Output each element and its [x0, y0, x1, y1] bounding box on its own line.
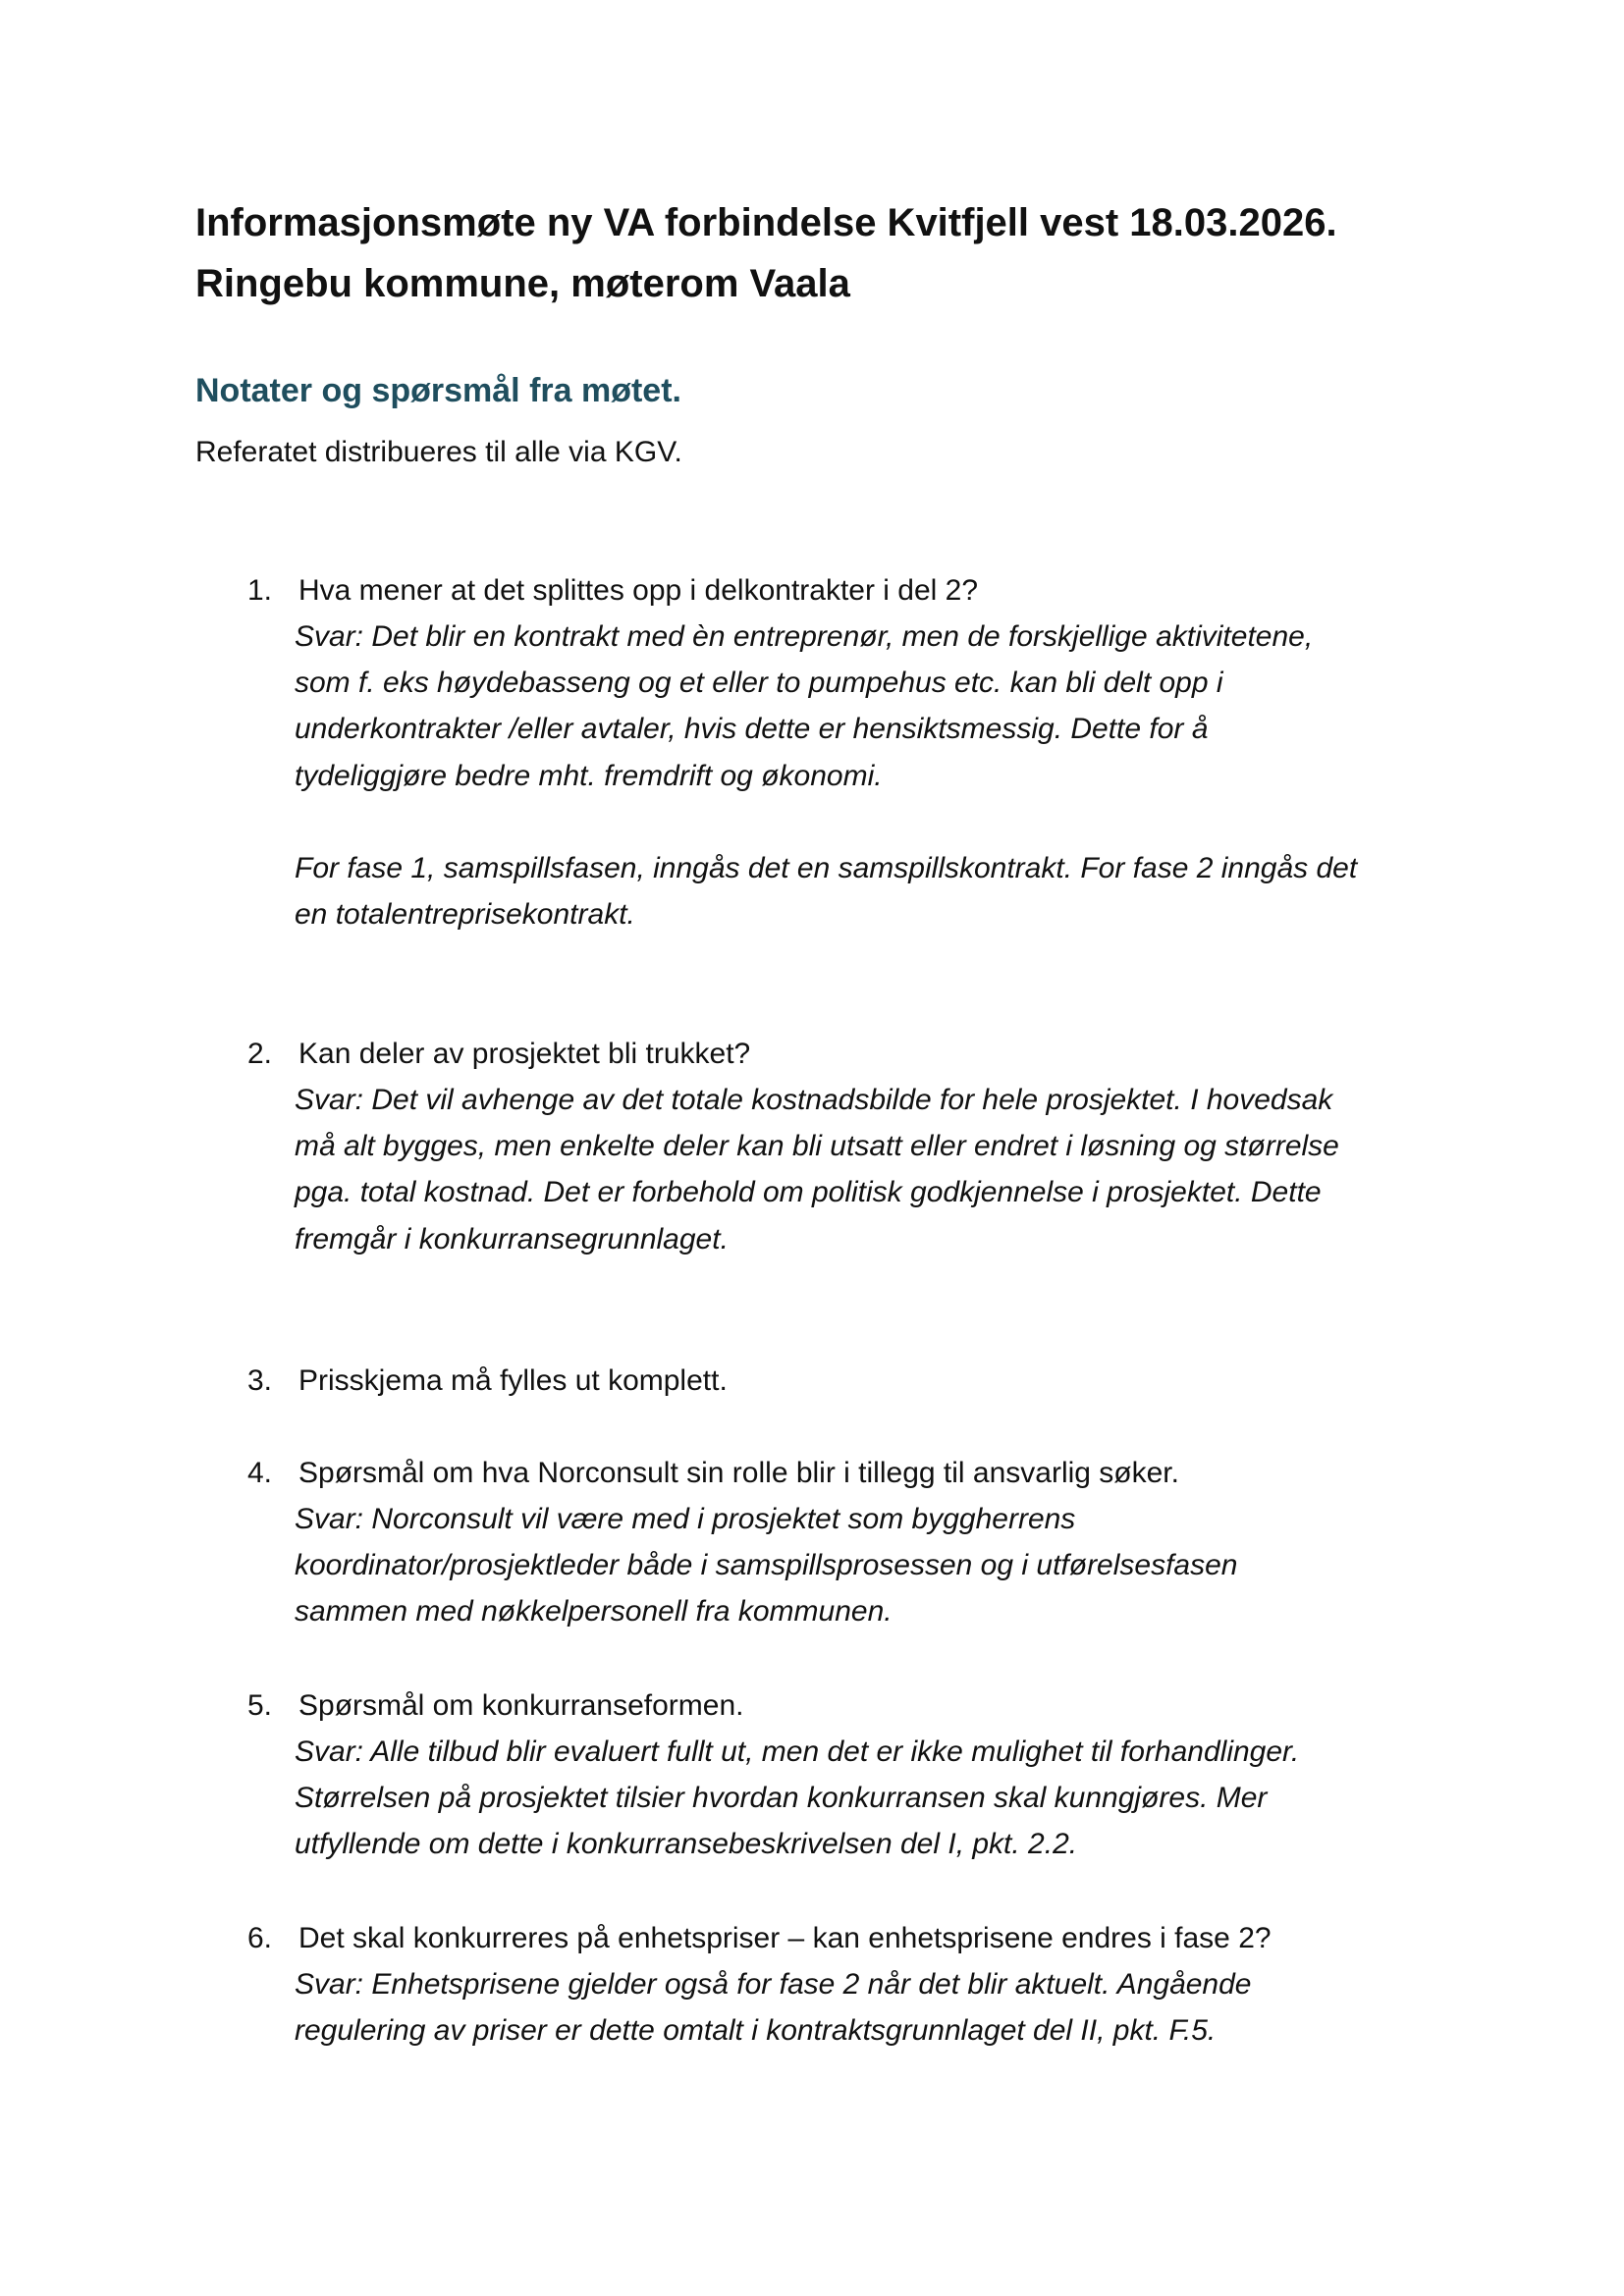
document-title — [195, 192, 1472, 314]
section-subheading: Notater og spørsmål fra møtet. — [195, 372, 681, 409]
item-number: 1. — [247, 574, 273, 607]
item-answer — [295, 1496, 1237, 1635]
answer-line: som f. eks høydebasseng og et eller to pumpehus etc. kan bli delt opp i — [295, 667, 1223, 700]
answer-line: utfyllende om dette i konkurransebeskrivelsen del I, pkt. 2.2. — [295, 1828, 1078, 1861]
answer-blank-line — [295, 799, 1357, 845]
item-answer — [295, 1077, 1339, 1262]
item-question: Spørsmål om hva Norconsult sin rolle blir i tillegg til ansvarlig søker. — [298, 1457, 1179, 1489]
answer-line: Svar: Alle tilbud blir evaluert fullt ut, men det er ikke mulighet til forhandlinger. — [295, 1735, 1300, 1768]
answer-line: For fase 1, samspillsfasen, inngås det en samspillskontrakt. For fase 2 inngås det — [295, 852, 1358, 884]
item-question: Spørsmål om konkurranseformen. — [298, 1689, 744, 1722]
answer-line: koordinator/prosjektleder både i samspillsprosessen og i utførelsesfasen — [295, 1549, 1238, 1582]
answer-line: Svar: Det blir en kontrakt med èn entreprenør, men de forskjellige aktivitetene, — [295, 620, 1314, 653]
item-question: Prisskjema må fylles ut komplett. — [298, 1364, 728, 1397]
item-number: 6. — [247, 1922, 273, 1954]
answer-line: må alt bygges, men enkelte deler kan bli utsatt eller endret i løsning og størrelse — [295, 1130, 1339, 1163]
intro-paragraph: Referatet distribueres til alle via KGV. — [195, 436, 682, 468]
answer-line: tydeliggjøre bedre mht. fremdrift og økonomi. — [295, 759, 883, 792]
answer-line: Svar: Det vil avhenge av det totale kostnadsbilde for hele prosjektet. I hovedsak — [295, 1084, 1333, 1116]
item-number: 2. — [247, 1038, 273, 1070]
item-question: Kan deler av prosjektet bli trukket? — [298, 1038, 751, 1070]
answer-line: en totalentreprisekontrakt. — [295, 898, 635, 932]
item-question: Det skal konkurreres på enhetspriser – kan enhetsprisene endres i fase 2? — [298, 1922, 1272, 1954]
answer-line: underkontrakter /eller avtaler, hvis dette er hensiktsmessig. Dette for å — [295, 713, 1209, 746]
answer-line: pga. total kostnad. Det er forbehold om politisk godkjennelse i prosjektet. Dette — [295, 1176, 1322, 1209]
title-line: Informasjonsmøte ny VA forbindelse Kvitfjell vest 18.03.2026. — [195, 201, 1337, 244]
item-number: 3. — [247, 1364, 273, 1397]
item-number: 5. — [247, 1689, 273, 1722]
answer-line: Svar: Norconsult vil være med i prosjektet som byggherrens — [295, 1503, 1076, 1535]
item-answer — [295, 1729, 1299, 1868]
item-number: 4. — [247, 1457, 273, 1489]
answer-line: sammen med nøkkelpersonell fra kommunen. — [295, 1595, 893, 1629]
answer-line: fremgår i konkurransegrunnlaget. — [295, 1222, 729, 1255]
answer-line: Svar: Enhetsprisene gjelder også for fase 2 når det blir aktuelt. Angående — [295, 1968, 1252, 2001]
answer-line: regulering av priser er dette omtalt i kontraktsgrunnlaget del II, pkt. F.5. — [295, 2014, 1217, 2048]
answer-line: Størrelsen på prosjektet tilsier hvordan konkurransen skal kunngjøres. Mer — [295, 1782, 1268, 1815]
item-answer — [295, 1961, 1252, 2054]
item-answer — [295, 614, 1357, 937]
title-line: Ringebu kommune, møterom Vaala — [195, 262, 850, 305]
item-question: Hva mener at det splittes opp i delkontrakter i del 2? — [298, 574, 979, 607]
